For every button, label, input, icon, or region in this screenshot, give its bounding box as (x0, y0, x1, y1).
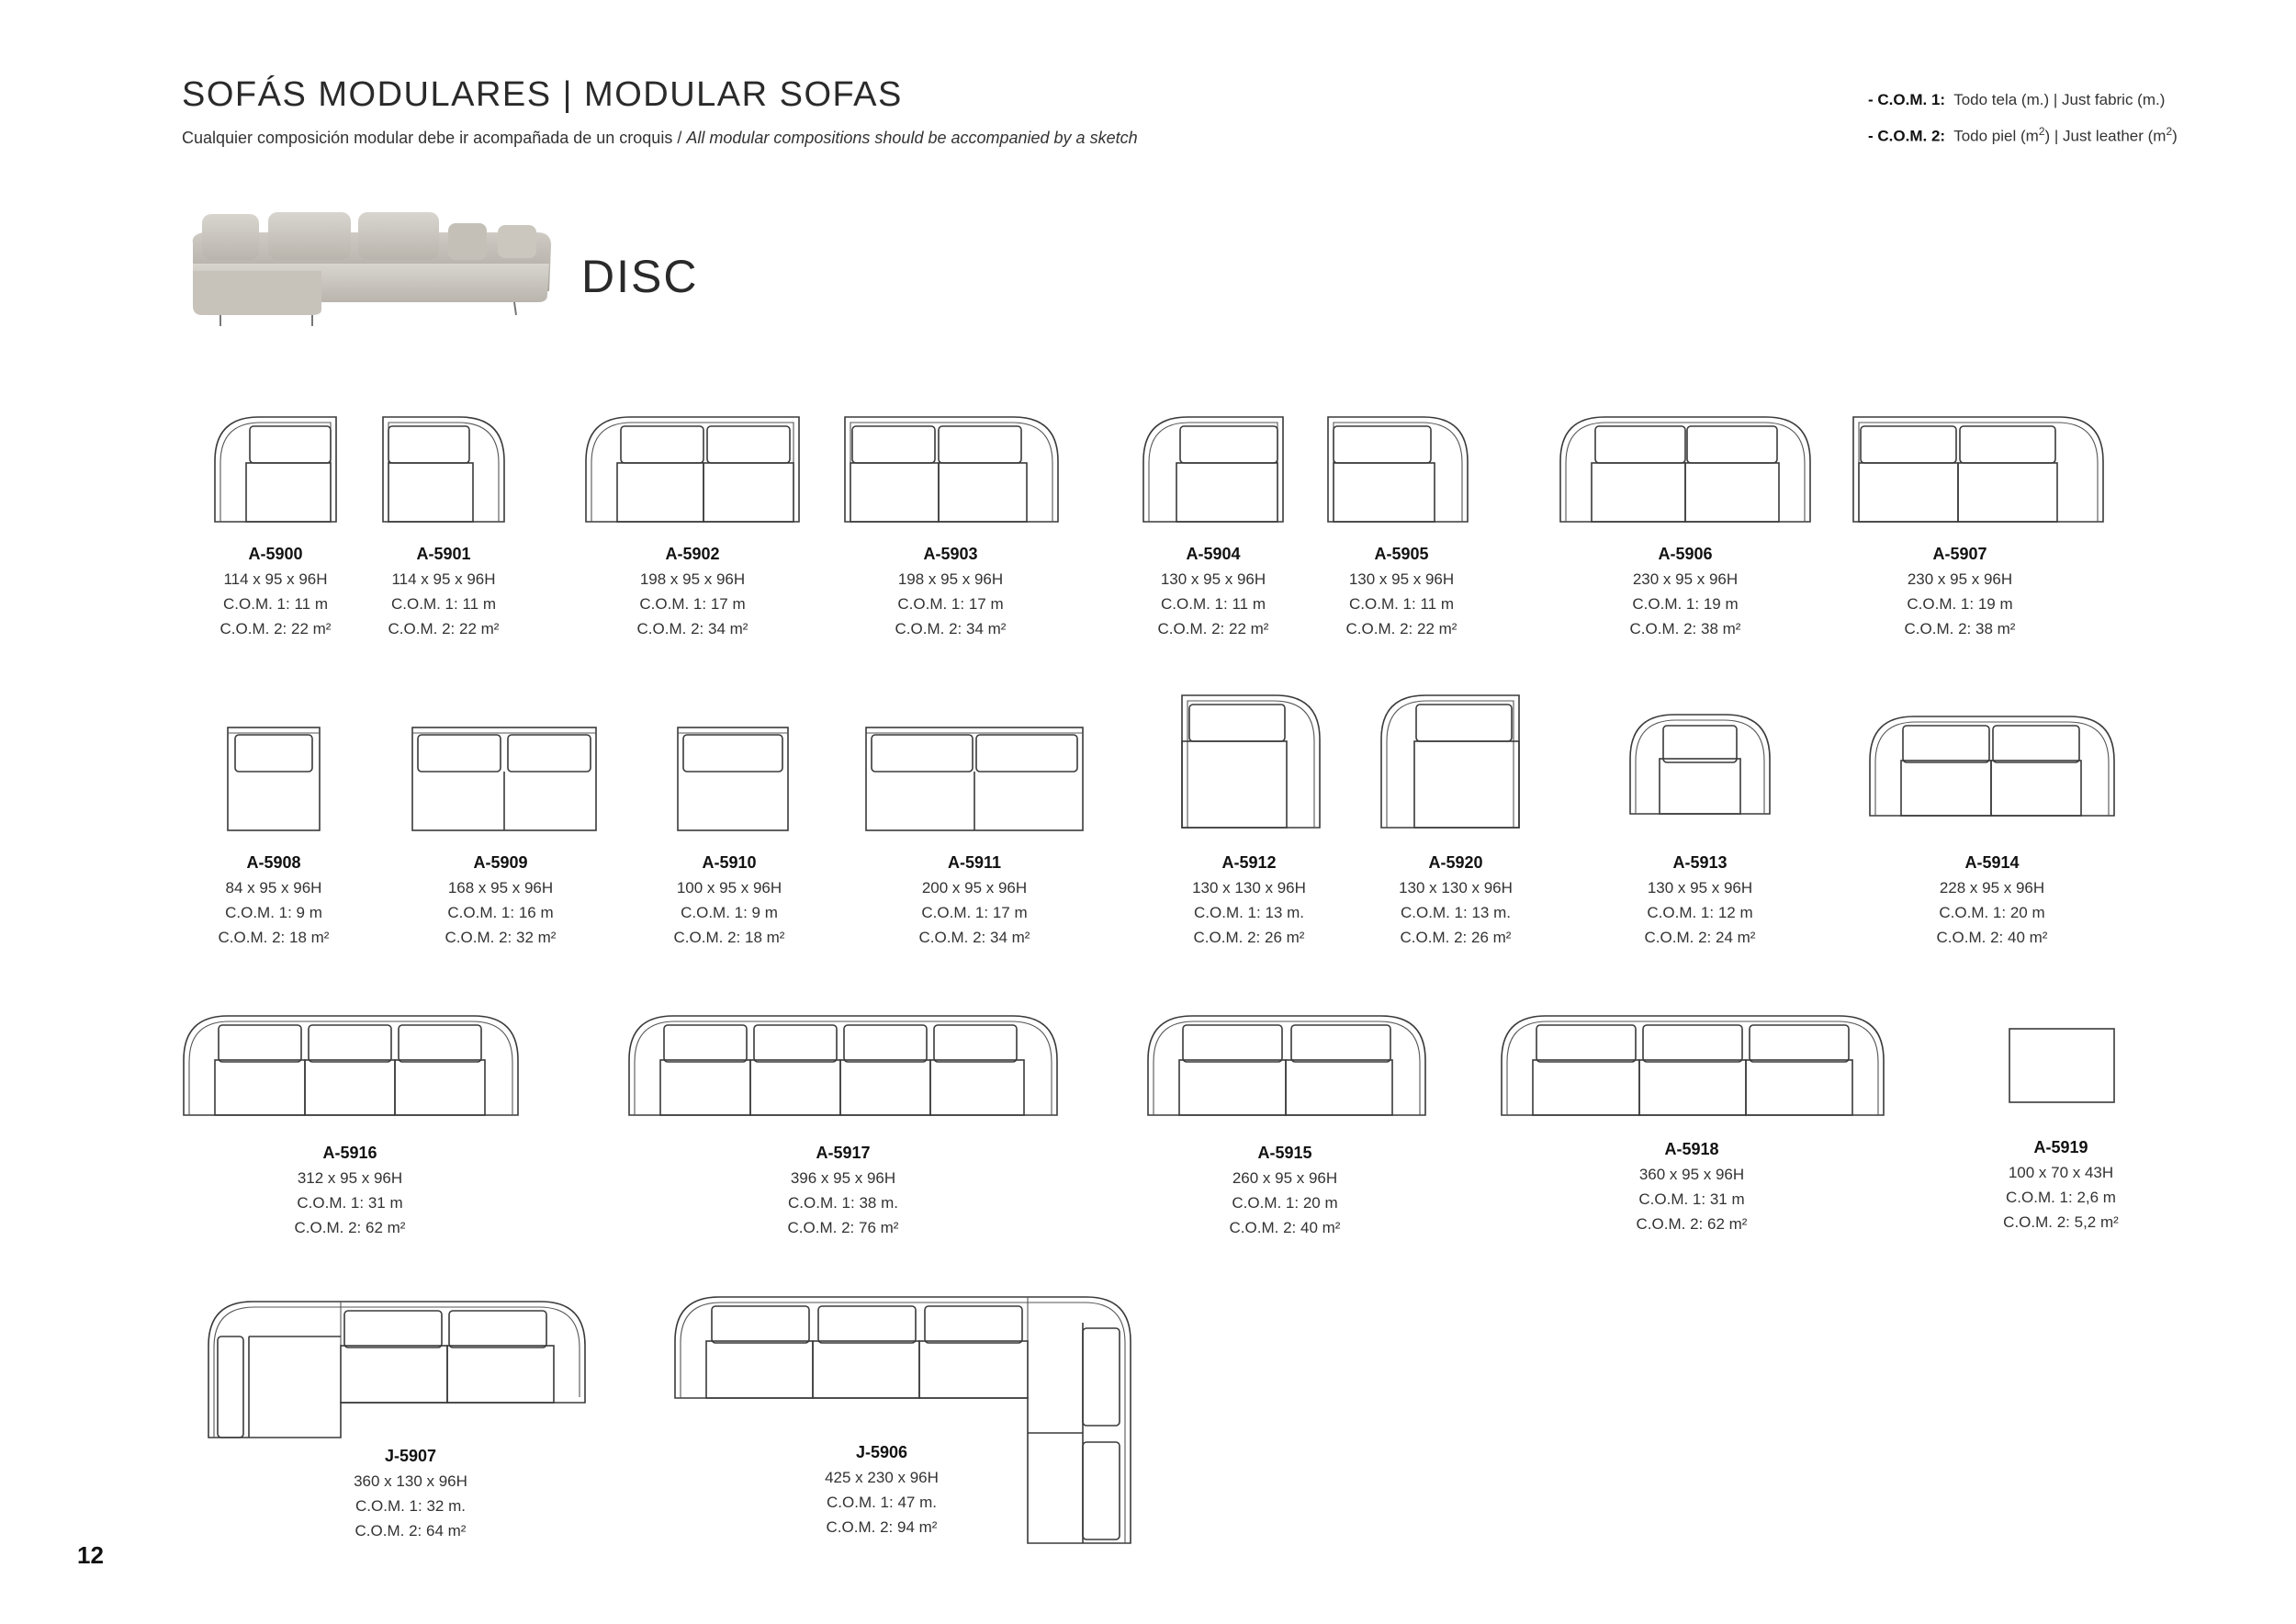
sofa-drawing-a5906 (1559, 415, 1812, 522)
product-com2: C.O.M. 2: 22 m² (1157, 620, 1269, 637)
product-com1: C.O.M. 1: 17 m (921, 904, 1028, 921)
sofa-drawing-a5907 (1851, 415, 2105, 522)
product-com2: C.O.M. 2: 34 m² (636, 620, 748, 637)
com2-text-a: Todo piel (m (1953, 127, 2039, 145)
product-code: A-5913 (1672, 853, 1728, 872)
product-code: J-5907 (384, 1447, 437, 1465)
spec-a5901 (324, 542, 563, 641)
sofa-drawing-a5911 (864, 726, 1085, 832)
sofa-drawing-a5920 (1379, 694, 1521, 829)
product-com2: C.O.M. 2: 76 m² (787, 1219, 899, 1236)
product-dimensions: 230 x 95 x 96H (1907, 570, 2013, 588)
product-code: A-5902 (665, 545, 720, 563)
product-com1: C.O.M. 1: 20 m (1939, 904, 2045, 921)
product-code: A-5904 (1186, 545, 1241, 563)
pouf-drawing-a5919 (2008, 1027, 2116, 1104)
sofa-drawing-a5902 (584, 415, 801, 522)
com2-label: - C.O.M. 2: (1868, 127, 1946, 145)
sofa-drawing-a5915 (1146, 1014, 1427, 1117)
product-com2: C.O.M. 2: 34 m² (895, 620, 1007, 637)
spec-a5919 (1941, 1135, 2180, 1235)
product-com2: C.O.M. 2: 22 m² (219, 620, 332, 637)
com1-legend-row (1868, 85, 2178, 116)
product-code: A-5911 (947, 853, 1002, 872)
product-com1: C.O.M. 1: 11 m (1161, 595, 1266, 613)
spec-a5911 (855, 851, 1094, 950)
product-com1: C.O.M. 1: 11 m (391, 595, 496, 613)
product-dimensions: 130 x 130 x 96H (1192, 879, 1306, 897)
product-dimensions: 100 x 70 x 43H (2008, 1164, 2114, 1181)
product-com2: C.O.M. 2: 64 m² (355, 1522, 467, 1539)
product-code: A-5920 (1428, 853, 1483, 872)
product-dimensions: 425 x 230 x 96H (825, 1469, 939, 1486)
product-dimensions: 130 x 95 x 96H (1348, 570, 1455, 588)
spec-a5915 (1165, 1141, 1404, 1240)
spec-a5916 (231, 1141, 469, 1240)
product-com2: C.O.M. 2: 34 m² (918, 929, 1030, 946)
product-dimensions: 200 x 95 x 96H (921, 879, 1028, 897)
spec-a5903 (831, 542, 1070, 641)
product-com1: C.O.M. 1: 31 m (297, 1194, 403, 1212)
page-subtitle (182, 129, 1138, 148)
product-com1: C.O.M. 1: 17 m (897, 595, 1004, 613)
sofa-drawing-j5907 (207, 1300, 587, 1439)
product-dimensions: 168 x 95 x 96H (447, 879, 554, 897)
product-com2: C.O.M. 2: 94 m² (826, 1518, 938, 1536)
spec-a5910 (610, 851, 849, 950)
product-code: A-5916 (322, 1144, 377, 1162)
product-dimensions: 130 x 130 x 96H (1399, 879, 1513, 897)
sofa-drawing-a5916 (182, 1014, 520, 1117)
product-dimensions: 100 x 95 x 96H (676, 879, 782, 897)
product-com2: C.O.M. 2: 26 m² (1400, 929, 1512, 946)
product-com1: C.O.M. 1: 9 m (225, 904, 322, 921)
sofa-drawing-a5914 (1868, 715, 2116, 818)
product-com1: C.O.M. 1: 13 m. (1194, 904, 1304, 921)
spec-a5906 (1566, 542, 1805, 641)
product-com2: C.O.M. 2: 38 m² (1629, 620, 1741, 637)
product-com2: C.O.M. 2: 40 m² (1229, 1219, 1341, 1236)
product-com2: C.O.M. 2: 18 m² (218, 929, 330, 946)
product-dimensions: 360 x 95 x 96H (1638, 1166, 1745, 1183)
product-code: A-5908 (246, 853, 301, 872)
product-dimensions: 396 x 95 x 96H (790, 1169, 896, 1187)
product-dimensions: 230 x 95 x 96H (1632, 570, 1739, 588)
product-com1: C.O.M. 1: 38 m. (788, 1194, 898, 1212)
product-com1: C.O.M. 1: 2,6 m (2006, 1189, 2116, 1206)
product-code: A-5905 (1374, 545, 1429, 563)
product-com1: C.O.M. 1: 12 m (1647, 904, 1753, 921)
product-com2: C.O.M. 2: 62 m² (294, 1219, 406, 1236)
product-com2: C.O.M. 2: 22 m² (1345, 620, 1458, 637)
sofa-drawing-a5903 (843, 415, 1060, 522)
spec-a5902 (573, 542, 812, 641)
product-com2: C.O.M. 2: 26 m² (1193, 929, 1305, 946)
sofa-drawing-a5909 (411, 726, 598, 832)
product-com1: C.O.M. 1: 47 m. (827, 1494, 937, 1511)
sofa-drawing-a5900 (213, 415, 338, 522)
spec-j5906 (762, 1440, 1001, 1539)
product-com2: C.O.M. 2: 38 m² (1904, 620, 2016, 637)
com1-label: - C.O.M. 1: (1868, 91, 1946, 108)
product-code: A-5918 (1664, 1140, 1719, 1158)
spec-a5920 (1336, 851, 1575, 950)
product-com1: C.O.M. 1: 32 m. (355, 1497, 466, 1515)
subtitle-english: All modular compositions should be accompanied by a sketch (686, 129, 1138, 147)
com-legend (1868, 85, 2178, 152)
product-code: A-5914 (1964, 853, 2020, 872)
product-dimensions: 228 x 95 x 96H (1939, 879, 2045, 897)
page-number: 12 (77, 1541, 104, 1569)
sofa-drawing-a5913 (1628, 713, 1772, 816)
product-com2: C.O.M. 2: 22 m² (388, 620, 500, 637)
product-code: A-5903 (923, 545, 978, 563)
product-dimensions: 312 x 95 x 96H (297, 1169, 403, 1187)
product-com1: C.O.M. 1: 9 m (681, 904, 778, 921)
product-com1: C.O.M. 1: 31 m (1638, 1190, 1745, 1208)
product-com1: C.O.M. 1: 16 m (447, 904, 554, 921)
product-com1: C.O.M. 1: 20 m (1232, 1194, 1338, 1212)
product-com1: C.O.M. 1: 19 m (1632, 595, 1739, 613)
sofa-drawing-a5917 (627, 1014, 1059, 1117)
product-code: A-5915 (1257, 1144, 1312, 1162)
product-com2: C.O.M. 2: 32 m² (445, 929, 557, 946)
subtitle-spanish: Cualquier composición modular debe ir acompañada de un croquis / (182, 129, 687, 147)
model-name: DISC (581, 251, 699, 302)
com2-text-b: ) | Just leather (m (2044, 127, 2167, 145)
product-com2: C.O.M. 2: 5,2 m² (2003, 1213, 2119, 1231)
sofa-drawing-a5918 (1500, 1014, 1885, 1117)
product-dimensions: 360 x 130 x 96H (354, 1472, 467, 1490)
product-dimensions: 198 x 95 x 96H (897, 570, 1004, 588)
page-title: SOFÁS MODULARES | MODULAR SOFAS (182, 75, 903, 114)
product-code: A-5910 (702, 853, 757, 872)
sofa-drawing-a5905 (1326, 415, 1469, 522)
spec-a5908 (154, 851, 393, 950)
com1-text: Todo tela (m.) | Just fabric (m.) (1953, 91, 2166, 108)
product-code: A-5919 (2033, 1138, 2088, 1156)
product-dimensions: 130 x 95 x 96H (1160, 570, 1266, 588)
product-com1: C.O.M. 1: 19 m (1907, 595, 2013, 613)
sofa-photo (184, 207, 556, 326)
spec-a5905 (1282, 542, 1521, 641)
spec-a5918 (1572, 1137, 1811, 1236)
com2-text-c: ) (2172, 127, 2178, 145)
sofa-drawing-a5910 (676, 726, 790, 832)
product-code: J-5906 (855, 1443, 908, 1461)
product-com1: C.O.M. 1: 11 m (1349, 595, 1454, 613)
product-code: A-5917 (816, 1144, 871, 1162)
product-com2: C.O.M. 2: 62 m² (1636, 1215, 1748, 1233)
product-code: A-5907 (1932, 545, 1987, 563)
product-com1: C.O.M. 1: 13 m. (1401, 904, 1511, 921)
product-dimensions: 114 x 95 x 96H (223, 570, 328, 588)
sofa-drawing-a5908 (226, 726, 321, 832)
product-com2: C.O.M. 2: 18 m² (673, 929, 785, 946)
product-com2: C.O.M. 2: 40 m² (1936, 929, 2048, 946)
sofa-drawing-a5912 (1180, 694, 1322, 829)
spec-a5914 (1873, 851, 2111, 950)
spec-j5907 (291, 1444, 530, 1543)
product-code: A-5900 (248, 545, 303, 563)
product-code: A-5909 (473, 853, 528, 872)
product-dimensions: 114 x 95 x 96H (391, 570, 496, 588)
com2-legend-row (1868, 116, 2178, 152)
sofa-drawing-a5904 (1142, 415, 1285, 522)
product-com1: C.O.M. 1: 17 m (639, 595, 746, 613)
product-dimensions: 84 x 95 x 96H (225, 879, 322, 897)
product-dimensions: 260 x 95 x 96H (1232, 1169, 1338, 1187)
com2-sup-b: 2 (2166, 125, 2173, 138)
spec-a5912 (1130, 851, 1368, 950)
product-dimensions: 130 x 95 x 96H (1647, 879, 1753, 897)
product-dimensions: 198 x 95 x 96H (639, 570, 746, 588)
com2-sup-a: 2 (2038, 125, 2045, 138)
spec-a5917 (724, 1141, 962, 1240)
product-com2: C.O.M. 2: 24 m² (1644, 929, 1756, 946)
product-code: A-5901 (416, 545, 471, 563)
spec-a5913 (1581, 851, 1819, 950)
product-code: A-5912 (1221, 853, 1277, 872)
product-com1: C.O.M. 1: 11 m (223, 595, 328, 613)
spec-a5909 (381, 851, 620, 950)
sofa-drawing-a5901 (381, 415, 506, 522)
spec-a5907 (1840, 542, 2079, 641)
product-code: A-5906 (1658, 545, 1713, 563)
